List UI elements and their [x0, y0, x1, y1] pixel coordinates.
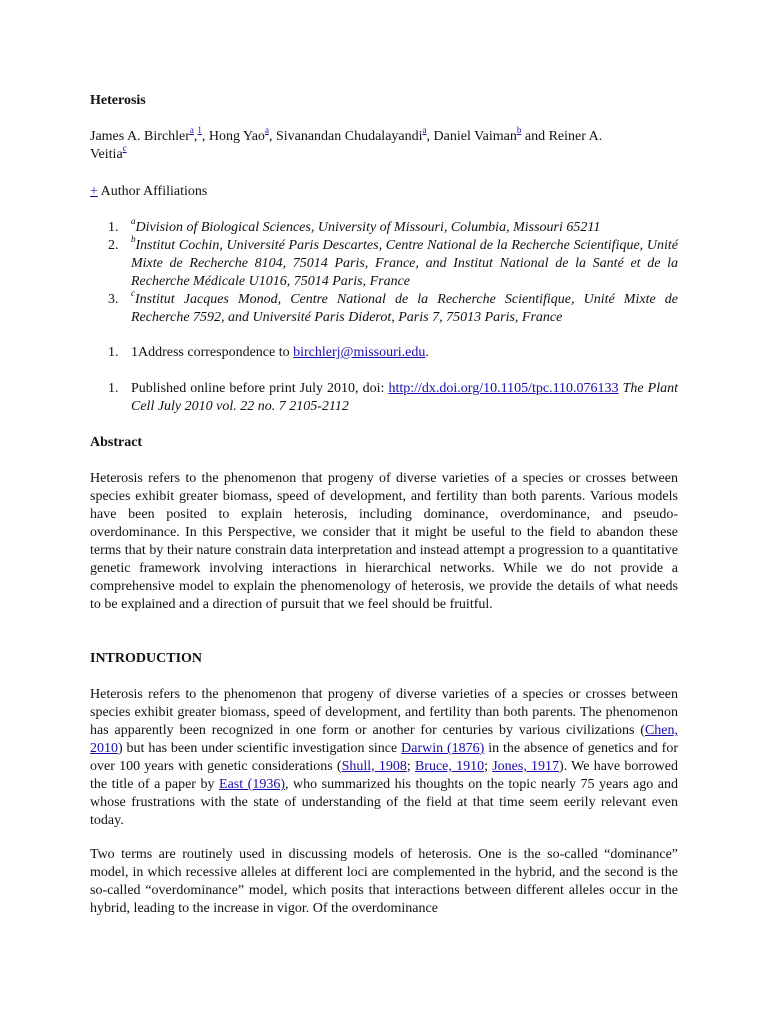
expand-icon[interactable]: +	[90, 184, 98, 199]
introduction-paragraph-2: Two terms are routinely used in discussing models of heterosis. One is the so-called “dominance” model, in which recessive alleles at different loci are complemented in the hybrid, and the second is the so-called “overdominance” model, which posits that interactions between different alleles occur in the hybrid, leading to the increase in vigor. Of the overdominance	[90, 847, 678, 916]
affiliations-label: Author Affiliations	[100, 184, 208, 199]
article-title: Heterosis	[90, 93, 146, 108]
citation-link[interactable]: Shull, 1908	[341, 759, 407, 774]
affiliations-toggle[interactable]	[90, 183, 678, 201]
citation-link[interactable]: Jones, 1917	[492, 759, 560, 774]
affiliations-list	[108, 216, 678, 327]
email-link[interactable]: birchlerj@missouri.edu	[293, 345, 426, 360]
correspondence-list: 1. 1Address correspondence to birchlerj@missouri.edu.	[108, 345, 429, 360]
affil-ref-a[interactable]: a	[422, 125, 427, 136]
affil-ref-a[interactable]: a	[189, 125, 194, 136]
author-veitia: Veitia	[90, 147, 123, 162]
citation-link[interactable]: Darwin (1876)	[401, 741, 485, 756]
abstract-heading: Abstract	[90, 435, 143, 450]
footnote-ref-1[interactable]: 1	[197, 125, 202, 136]
citation-link[interactable]: East (1936)	[219, 777, 285, 792]
affil-ref-a[interactable]: a	[264, 125, 269, 136]
citation-link[interactable]: Bruce, 1910	[414, 759, 485, 774]
introduction-paragraph-1: Heterosis refers to the phenomenon that progeny of diverse varieties of a species or crosses between species exhibit greater biomass, speed of development, and fertility than both parents. The phenomenon has apparently been recognized in one form or another for centuries by various civilizations (Chen, 2010) but has been under scientific investigation since Darwin (1876) in the absence of genetics and for over 100 years with genetic considerations (Shull, 1908; Bruce, 1910; Jones, 1917). We have borrowed the title of a paper by East (1936), who summarized his thoughts on the topic nearly 75 years ago and whose frustrations with the state of understanding of the field at that time seem eerily relevant even today.	[90, 687, 679, 828]
affiliation-item: 3. $^c$Institut Jacques Monod, Centre National de la Recherche Scientifique, Unité Mixte de Recherche 7592, and Université Paris Diderot, Paris 7, 75013 Paris, France	[108, 288, 678, 325]
author-birchler: James A. Birchler	[90, 129, 190, 144]
abstract-body: Heterosis refers to the phenomenon that progeny of diverse varieties of a species or crosses between species exhibit greater biomass, speed of development, and fertility than both parents. Various models have been posited to explain heterosis, including dominance, overdominance, and pseudo-overdominance. In this Perspective, we consider that it might be useful to the field to abandon these terms that by their nature constrain data interpretation and instead attempt a progression to a quantitative genetic framework involving interactions in hierarchical networks. While we do not provide a comprehensive model to explain the phenomenology of heterosis, we provide the details of what needs to be explained and a direction of pursuit that we feel should be fruitful.	[90, 471, 678, 612]
citation-link[interactable]: Chen, 2010	[90, 723, 678, 756]
introduction-heading: INTRODUCTION	[90, 651, 203, 666]
affiliation-item: 1. $^a$Division of Biological Sciences, University of Missouri, Columbia, Missouri 65211	[108, 216, 601, 235]
journal-citation: The Plant Cell July 2010 vol. 22 no. 7 2105-2112	[131, 381, 678, 414]
affiliation-item: 2. $^b$Institut Cochin, Université Paris Descartes, Centre National de la Recherche Scientifique, Unité Mixte de Recherche 8104, 75014 Paris, France, and Institut National de la Santé et de la Recherche Médicale U1016, 75014 Paris, France	[108, 234, 678, 289]
doi-link[interactable]: http://dx.doi.org/10.1105/tpc.110.076133	[388, 381, 619, 396]
publication-info: 1. Published online before print July 2010, doi: http://dx.doi.org/10.1105/tpc.110.076133 The Plant Cell July 2010 vol. 22 no. 7 2105-2112	[108, 381, 678, 414]
affil-ref-b[interactable]: b	[516, 125, 522, 136]
affil-ref-c[interactable]: c	[122, 143, 127, 154]
author-list: James A. Birchler$^a$,$^1$, Hong Yao$^a$, Sivanandan Chudalayandi$^a$, Daniel Vaiman$^b$ and Reiner A. Veitia$^c$	[90, 125, 603, 162]
